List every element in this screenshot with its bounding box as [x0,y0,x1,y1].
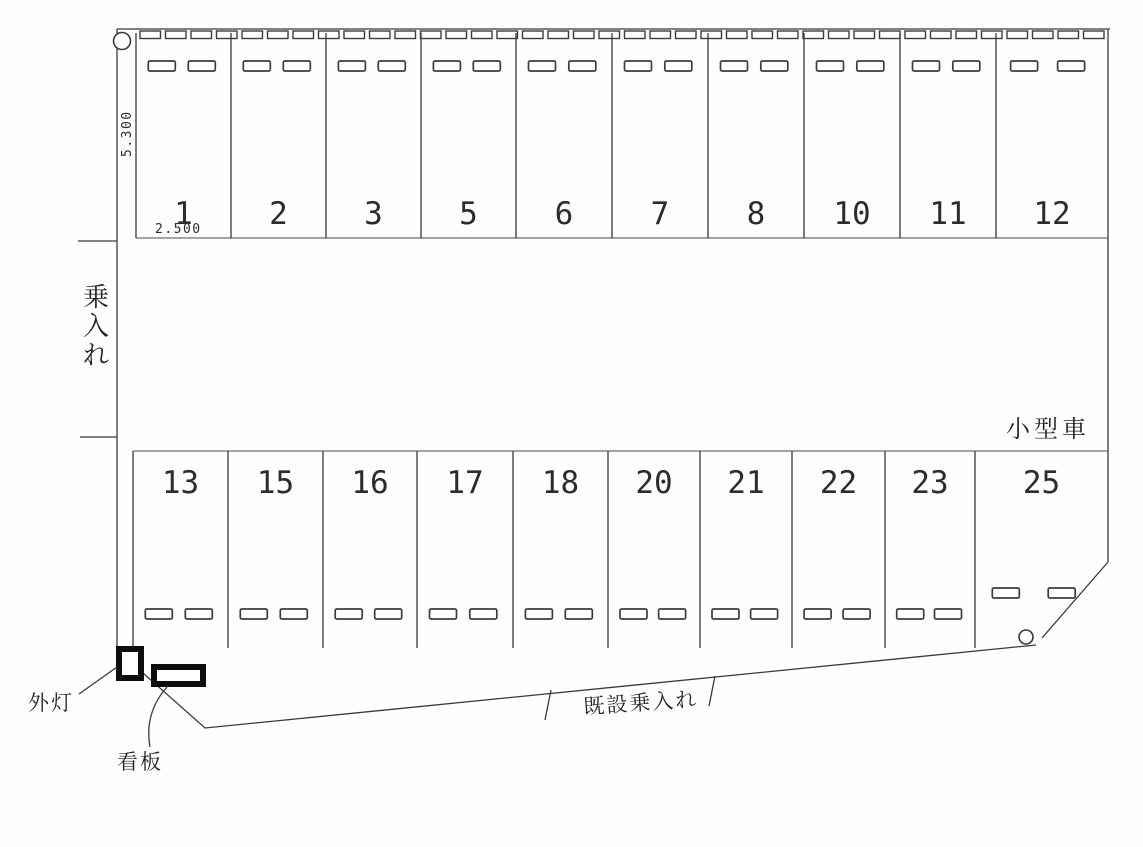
wheel-stop-icon [625,61,652,71]
fence-segment [599,31,620,39]
fence-segment [523,31,544,39]
wheel-stop-icon [185,609,212,619]
wheel-stop-icon [1048,588,1075,598]
fence-segment [217,31,238,39]
wheel-stop-icon [761,61,788,71]
fence-segment [880,31,901,39]
stall-number: 11 [929,196,967,232]
fence-segment [497,31,518,39]
stall-top-8 [708,33,788,238]
fence-segment [625,31,646,39]
stall-bottom-16 [323,451,402,648]
stall-number: 18 [541,465,580,501]
stall-bottom-17 [417,451,497,648]
fence-segment [574,31,595,39]
signboard-label: 看板 [117,750,163,774]
fence-segment [293,31,314,39]
stall-top-7 [612,33,692,238]
wheel-stop-icon [712,609,739,619]
wheel-stop-icon [1011,61,1038,71]
fence-segment [982,31,1003,39]
wheel-stop-icon [338,61,365,71]
stall-bottom-18 [513,451,592,648]
fence-segment [370,31,391,39]
stall-top-11 [900,33,980,238]
stall-number: 13 [161,465,200,501]
wheel-stop-icon [1058,61,1085,71]
wheel-stop-icon [525,609,552,619]
wheel-stop-icon [751,609,778,619]
fence-segment [344,31,365,39]
wheel-stop-icon [375,609,402,619]
wheel-stop-icon [620,609,647,619]
corner-marker-bottom-right [1019,630,1033,644]
wheel-stop-icon [529,61,556,71]
fence-segment [956,31,977,39]
wheel-stop-icon [188,61,215,71]
wheel-stop-icon [473,61,500,71]
stall-number: 25 [1022,465,1061,501]
bottom-stall-row [133,451,1075,648]
outdoor-light-icon [119,649,141,678]
stall-number: 23 [911,465,949,501]
stall-number: 21 [727,465,765,501]
outdoor-light-label: 外灯 [28,691,74,715]
fence-segment [778,31,799,39]
stall-top-2 [231,33,310,238]
entrance-label-text: 乗入れ [82,283,110,371]
wheel-stop-icon [721,61,748,71]
wheel-stop-icon [283,61,310,71]
fence-segment [319,31,340,39]
fence-segment [752,31,773,39]
fence-segment [268,31,289,39]
fence-segment [803,31,824,39]
fence-segment [446,31,467,39]
stall-number: 2 [269,196,288,232]
wheel-stop-icon [430,609,457,619]
stall-top-3 [326,33,405,238]
wheel-stop-icon [953,61,980,71]
fence-segment [1084,31,1105,39]
fence-segment [395,31,416,39]
stall-number: 12 [1033,196,1071,232]
wheel-stop-icon [145,609,172,619]
stall-number: 5 [459,196,478,232]
fence-segment [421,31,442,39]
stall-bottom-25 [975,451,1075,648]
wheel-stop-icon [148,61,175,71]
stall-top-5 [421,33,500,238]
wheel-stop-icon [843,609,870,619]
wheel-stop-icon [817,61,844,71]
fence-segment [1033,31,1054,39]
existing-entrance-tick-right [709,676,715,706]
signboard-icon [154,667,203,684]
stall-bottom-20 [608,451,686,648]
entrance-label [83,283,109,371]
fence-segment [242,31,263,39]
wheel-stop-icon [565,609,592,619]
stall-top-1 [136,33,215,238]
wheel-stop-icon [240,609,267,619]
fence-segment [166,31,187,39]
corner-marker-top-left [114,33,131,50]
stall-bottom-21 [700,451,778,648]
wheel-stop-icon [243,61,270,71]
stall-number: 22 [819,465,858,501]
stall-number: 17 [446,465,484,501]
stall-number: 20 [635,465,673,501]
fence-segment [905,31,926,39]
wheel-stop-icon [378,61,405,71]
stall-number: 15 [256,465,295,501]
wheel-stop-icon [897,609,924,619]
stall-number: 3 [364,196,383,232]
fence-segment [676,31,697,39]
fence-segment [1007,31,1028,39]
boundary-bottom [117,645,1036,728]
stall-number: 16 [351,465,389,501]
wheel-stop-icon [280,609,307,619]
wheel-stop-icon [935,609,962,619]
top-fence-hatch [140,31,1104,39]
site-boundary [117,29,1110,728]
dimension-stall-width: 2.500 [155,222,202,237]
stall-top-10 [804,33,884,238]
stall-bottom-22 [792,451,870,648]
wheel-stop-icon [433,61,460,71]
wheel-stop-icon [659,609,686,619]
wheel-stop-icon [569,61,596,71]
fence-segment [829,31,850,39]
fence-segment [472,31,493,39]
wheel-stop-icon [470,609,497,619]
wheel-stop-icon [857,61,884,71]
fence-segment [701,31,722,39]
existing-entrance-label: 既設乗入れ [582,687,700,719]
fence-segment [727,31,748,39]
fence-segment [931,31,952,39]
fence-segment [854,31,875,39]
stall-bottom-23 [885,451,962,648]
fence-segment [191,31,212,39]
small-car-label: 小型車 [1006,415,1090,443]
wheel-stop-icon [665,61,692,71]
dimension-stall-depth: 5.300 [120,110,135,157]
signboard-leader-line [149,687,167,747]
fence-segment [1058,31,1079,39]
stall-number: 7 [650,196,670,232]
stall-number: 8 [746,196,766,232]
stall-bottom-15 [228,451,307,648]
fence-segment [140,31,161,39]
stall-top-12 [996,33,1085,238]
wheel-stop-icon [992,588,1019,598]
outdoor-light-leader-line [79,667,117,694]
fence-segment [548,31,569,39]
stall-top-6 [516,33,596,238]
wheel-stop-icon [804,609,831,619]
stall-number: 10 [833,196,871,232]
wheel-stop-icon [335,609,362,619]
boundary-right-diagonal [1042,562,1108,638]
stall-bottom-13 [133,451,212,648]
stall-number: 1 [174,196,193,232]
wheel-stop-icon [913,61,940,71]
top-stall-row [136,33,1085,238]
fence-segment [650,31,671,39]
stall-number: 6 [554,196,574,232]
